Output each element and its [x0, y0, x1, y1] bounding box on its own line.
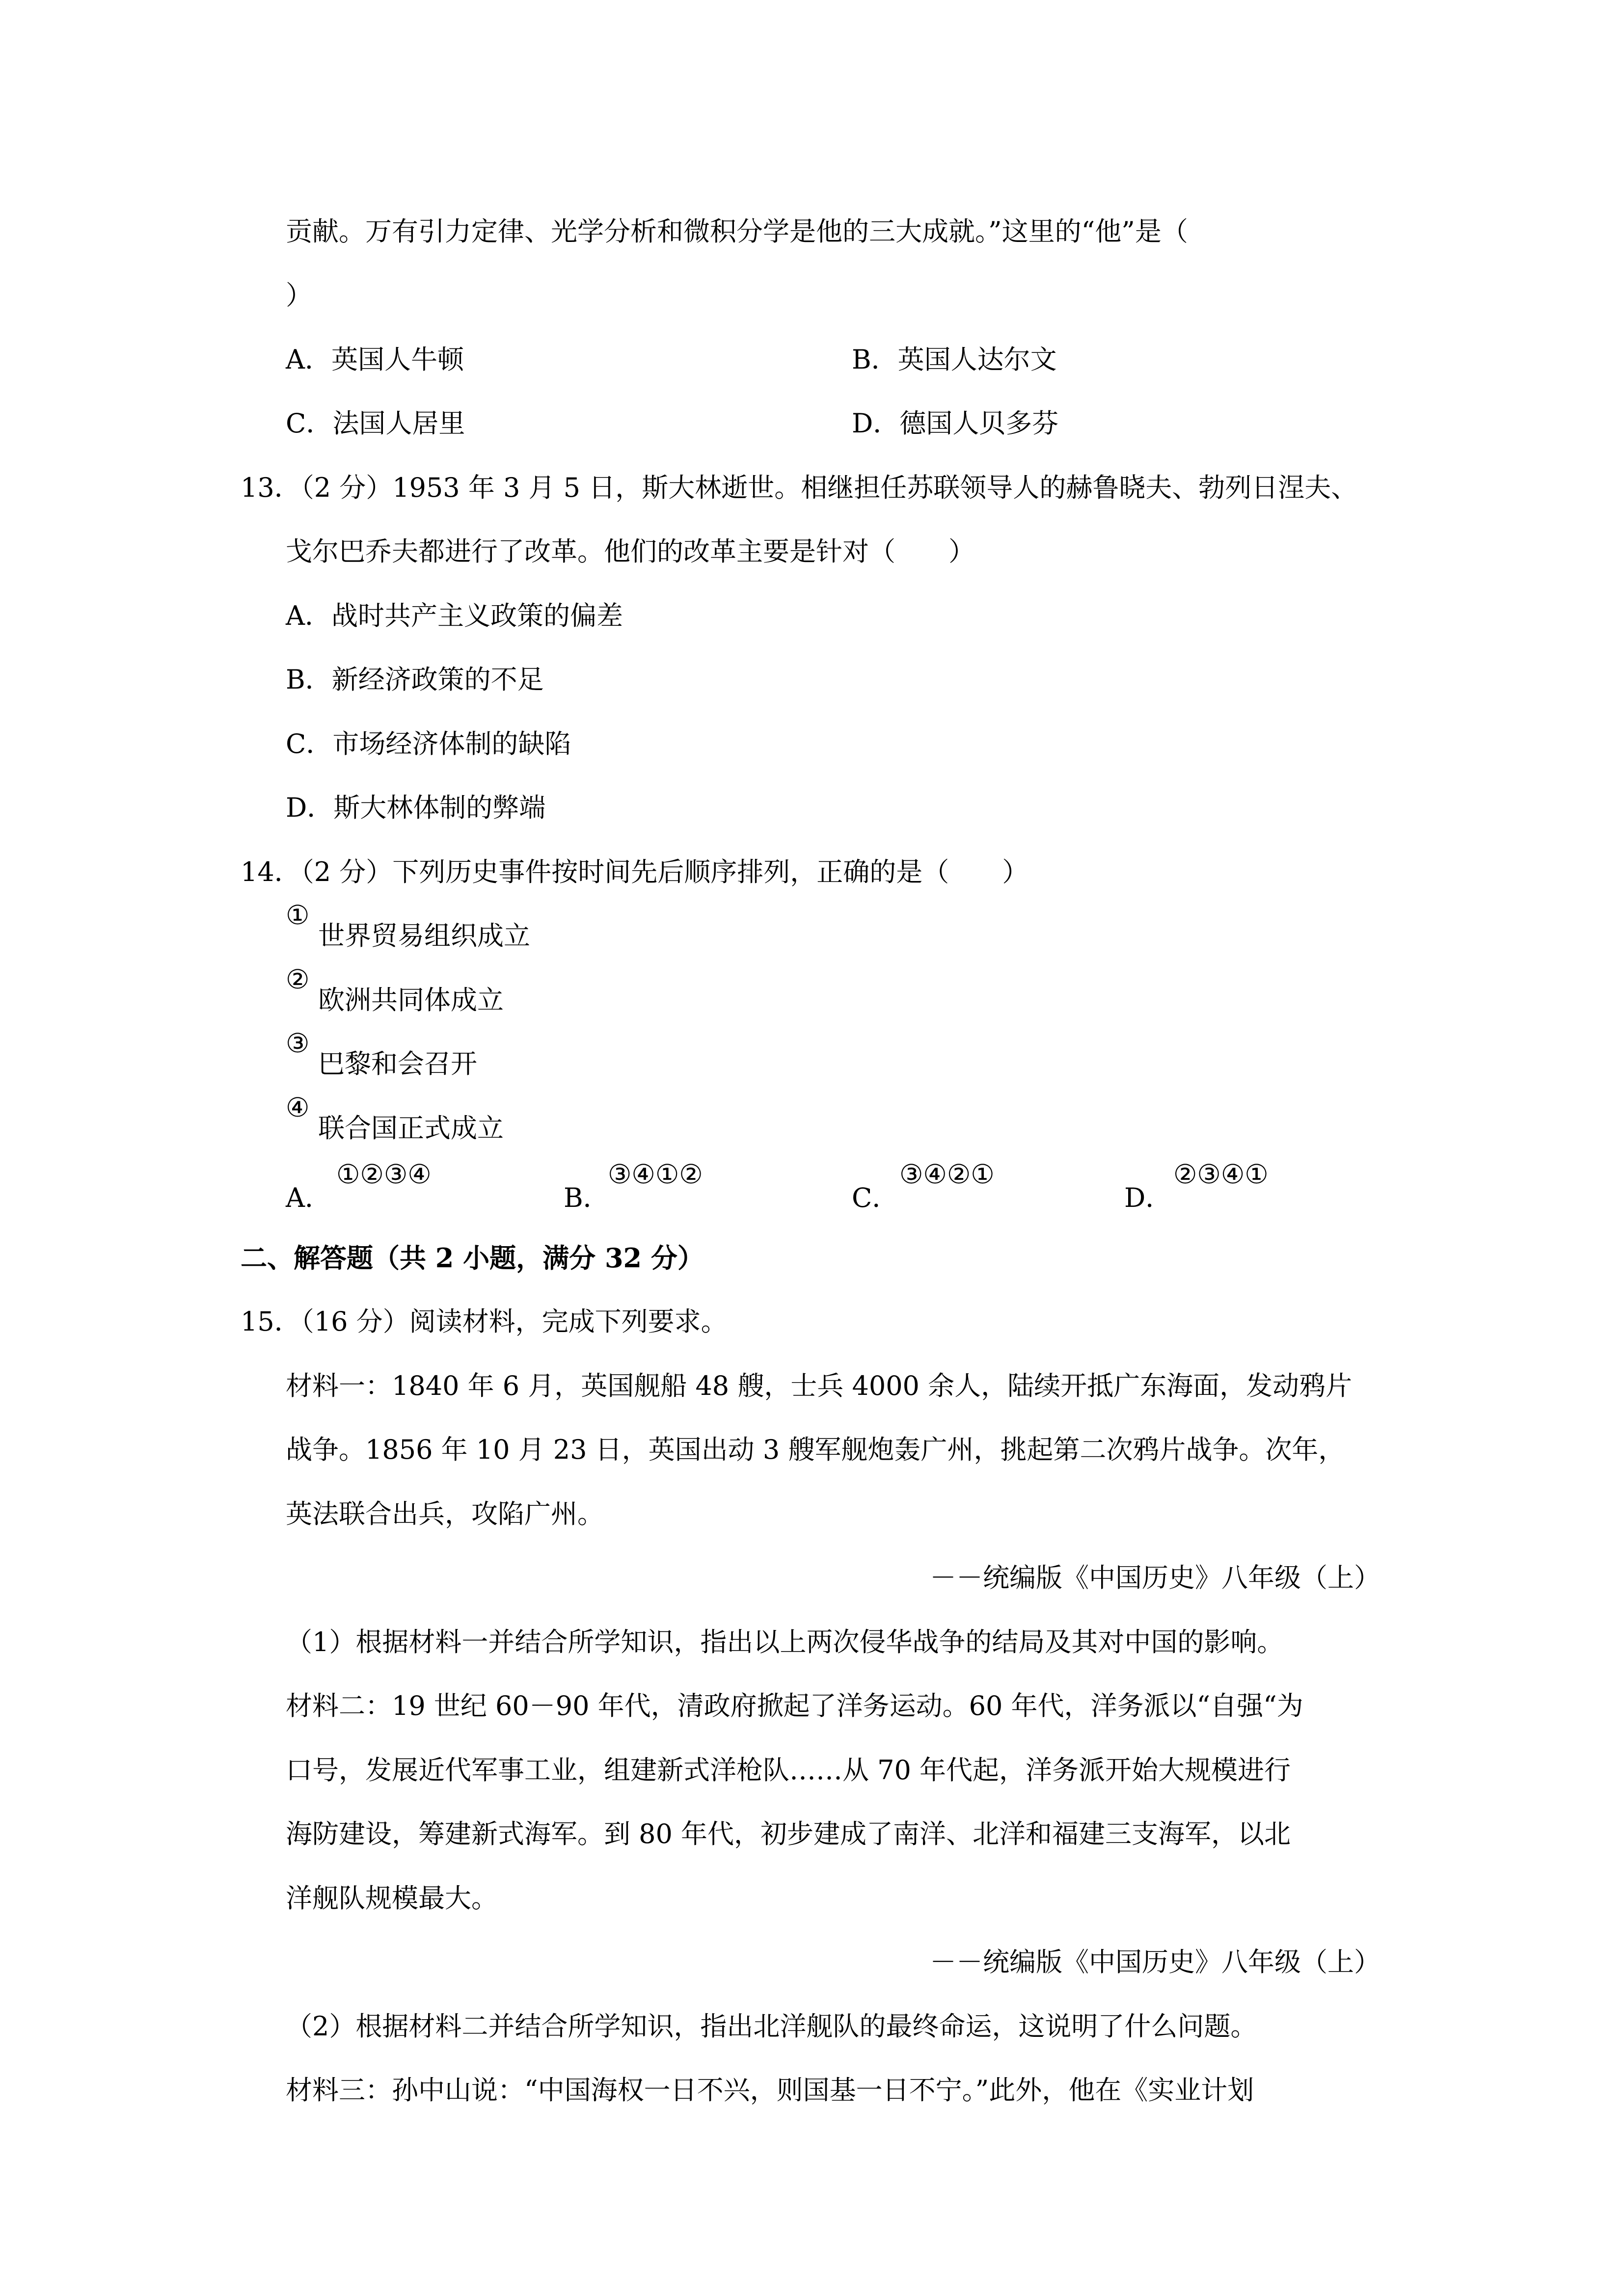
q15-material1-line2: 战争。1856 年 10 月 23 日，英国出动 3 艘军舰炮轰广州，挑起第二次鸦片战争。次年，	[286, 1434, 1345, 1465]
q14-item-3-text: 巴黎和会召开	[318, 1048, 477, 1079]
q13-option-d: D．斯大林体制的弊端	[286, 792, 546, 823]
q15-material1-line3: 英法联合出兵，攻陷广州。	[286, 1498, 604, 1529]
q14-option-c-sequence: ③④②①	[899, 1159, 995, 1190]
q13-option-c: C．市场经济体制的缺陷	[286, 728, 571, 759]
q12-option-b: B．英国人达尔文	[852, 344, 1057, 375]
q14-item-4-marker: ④	[286, 1092, 310, 1123]
q14-option-c-label: C．	[852, 1182, 899, 1213]
q13-option-b: B．新经济政策的不足	[286, 664, 544, 695]
q14-option-a-label: A．	[286, 1182, 331, 1213]
q15-material2-line1: 材料二：19 世纪 60－90 年代，清政府掀起了洋务运动。60 年代，洋务派以“自强“为	[286, 1690, 1303, 1721]
q15-material2-source: －－统编版《中国历史》八年级（上）	[930, 1947, 1380, 1977]
q15-material2-line3: 海防建设，筹建新式海军。到 80 年代，初步建成了南洋、北洋和福建三支海军，以北	[286, 1818, 1291, 1849]
q15-subquestion-1: （1）根据材料一并结合所学知识，指出以上两次侵华战争的结局及其对中国的影响。	[286, 1627, 1284, 1657]
q14-option-b-sequence: ③④①②	[608, 1159, 703, 1190]
q12-option-d: D．德国人贝多芬	[852, 408, 1059, 439]
q15-stem: 15．（16 分）阅读材料，完成下列要求。	[241, 1306, 728, 1337]
q12-option-a: A．英国人牛顿	[286, 344, 464, 375]
q15-material1-line1: 材料一：1840 年 6 月，英国舰船 48 艘，士兵 4000 余人，陆续开抵广东海面，发动鸦片	[286, 1370, 1353, 1401]
q14-item-1-text: 世界贸易组织成立	[318, 920, 530, 951]
q14-option-b-label: B．	[564, 1182, 610, 1213]
q15-material3-line1: 材料三：孙中山说：“中国海权一日不兴，则国基一日不宁。”此外，他在《实业计划	[286, 2075, 1254, 2106]
q14-item-2-text: 欧洲共同体成立	[318, 985, 504, 1015]
q15-material2-line4: 洋舰队规模最大。	[286, 1883, 498, 1914]
q15-subquestion-2: （2）根据材料二并结合所学知识，指出北洋舰队的最终命运，这说明了什么问题。	[286, 2011, 1257, 2042]
q12-stem-line2: ）	[286, 280, 312, 311]
q14-stem: 14．（2 分）下列历史事件按时间先后顺序排列，正确的是（ ）	[241, 856, 1029, 887]
q13-stem-line1: 13．（2 分）1953 年 3 月 5 日，斯大林逝世。相继担任苏联领导人的赫鲁晓夫、勃列日涅夫、	[241, 472, 1358, 503]
q12-option-c: C．法国人居里	[286, 408, 465, 439]
q14-item-4-text: 联合国正式成立	[318, 1113, 504, 1144]
section-2-heading: 二、解答题（共 2 小题，满分 32 分）	[241, 1242, 704, 1274]
q13-stem-line2: 戈尔巴乔夫都进行了改革。他们的改革主要是针对（ ）	[286, 536, 975, 567]
q14-option-a-sequence: ①②③④	[336, 1159, 432, 1190]
q13-option-a: A．战时共产主义政策的偏差	[286, 600, 623, 631]
q14-item-3-marker: ③	[286, 1028, 310, 1059]
q15-material1-source: －－统编版《中国历史》八年级（上）	[930, 1562, 1380, 1593]
q14-option-d-sequence: ②③④①	[1173, 1159, 1269, 1190]
q12-stem-line1: 贡献。万有引力定律、光学分析和微积分学是他的三大成就。”这里的“他”是（	[286, 216, 1188, 247]
q14-item-1-marker: ①	[286, 900, 310, 931]
q14-option-d-label: D．	[1124, 1182, 1172, 1213]
q15-material2-line2: 口号，发展近代军事工业，组建新式洋枪队……从 70 年代起，洋务派开始大规模进行	[286, 1755, 1291, 1786]
q14-item-2-marker: ②	[286, 964, 310, 995]
